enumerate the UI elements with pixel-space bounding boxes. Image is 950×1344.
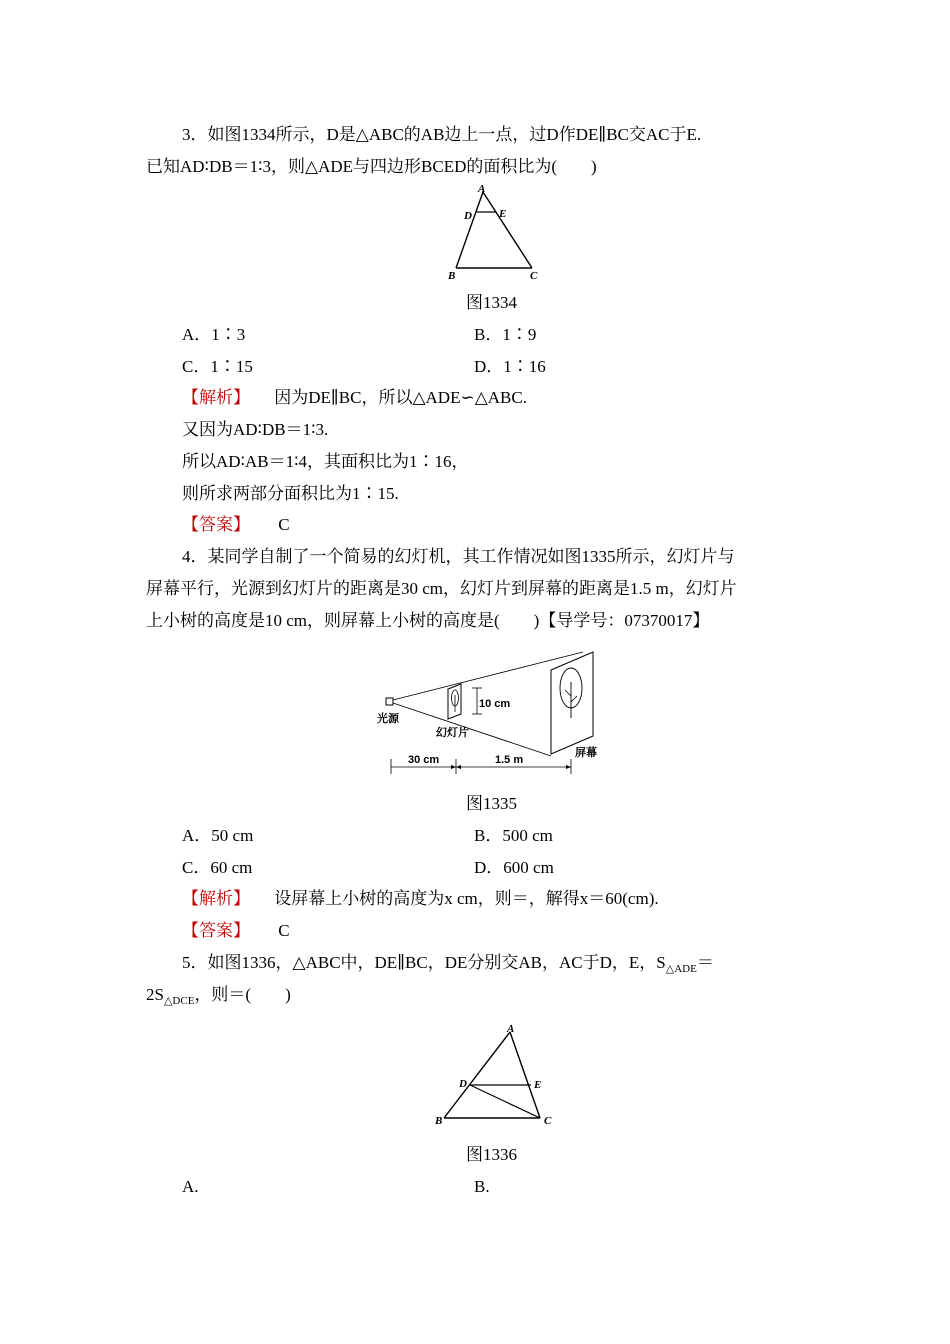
q3-option-b: B．1∶9 xyxy=(474,325,537,344)
q3-analysis-line-1: 因为DE∥BC，所以△ADE∽△ABC. xyxy=(274,388,527,407)
q3-analysis-row xyxy=(182,387,527,409)
q5-option-b: B. xyxy=(474,1177,490,1196)
fig1335-screen-label: 屏幕 xyxy=(575,747,597,759)
fig1336-label-e: E xyxy=(534,1079,542,1091)
q5-line-2-end: ，则＝( ) xyxy=(194,985,291,1004)
q3-analysis-line-4: 则所求两部分面积比为1∶15. xyxy=(182,484,399,503)
q3-answer: C xyxy=(278,515,290,534)
q5-line-2 xyxy=(146,984,291,1012)
q3-analysis-tag: 【解析】 xyxy=(182,388,250,407)
figure-1336-caption: 图1336 xyxy=(466,1145,517,1164)
q3-option-c: C．1∶15 xyxy=(182,357,253,376)
q5-line-1-text: 5．如图1336，△ABC中，DE∥BC，DE分别交AB，AC于D，E，S xyxy=(182,953,666,972)
q4-line-2: 屏幕平行，光源到幻灯片的距离是30 cm，幻灯片到屏幕的距离是1.5 m，幻灯片 xyxy=(146,579,737,598)
q3-option-d: D．1∶16 xyxy=(474,357,546,376)
q4-option-d: D．600 cm xyxy=(474,858,554,877)
fig1335-dist2-label: 1.5 m xyxy=(495,754,524,766)
q4-answer: C xyxy=(278,921,290,940)
q4-option-c: C．60 cm xyxy=(182,858,253,877)
figure-1334 xyxy=(440,182,550,284)
q4-answer-row xyxy=(182,920,290,942)
q3-analysis-line-3: 所以AD∶AB＝1∶4，其面积比为1∶16， xyxy=(182,452,469,471)
q5-line-1 xyxy=(182,952,714,980)
q3-line-2: 已知AD∶DB＝1∶3，则△ADE与四边形BCED的面积比为( ) xyxy=(146,157,597,176)
q5-line-1-subscript: △ADE xyxy=(665,963,697,975)
q4-analysis-tag: 【解析】 xyxy=(182,889,250,908)
fig1335-source-label: 光源 xyxy=(377,713,399,725)
q4-analysis-row xyxy=(182,888,659,910)
fig1336-label-c: C xyxy=(544,1115,552,1127)
q3-analysis-line-2: 又因为AD∶DB＝1∶3. xyxy=(182,420,329,439)
q3-answer-row xyxy=(182,514,290,536)
q5-line-1-end: ＝ xyxy=(696,953,714,972)
fig1336-label-a: A xyxy=(507,1023,515,1035)
fig1336-label-d: D xyxy=(459,1078,467,1090)
q3-option-a: A．1∶3 xyxy=(182,325,246,344)
q4-option-a: A．50 cm xyxy=(182,826,254,845)
q5-line-2-text: 2S xyxy=(146,985,164,1004)
q4-option-b: B．500 cm xyxy=(474,826,553,845)
q3-answer-tag: 【答案】 xyxy=(182,515,250,534)
fig1334-label-b: B xyxy=(448,270,456,282)
figure-1336 xyxy=(430,1020,560,1132)
fig1334-label-c: C xyxy=(530,270,538,282)
figure-1334-caption: 图1334 xyxy=(466,293,517,312)
fig1334-label-d: D xyxy=(464,210,472,222)
q5-line-2-subscript: △DCE xyxy=(163,995,195,1007)
q4-line-1: 4．某同学自制了一个简易的幻灯机，其工作情况如图1335所示，幻灯片与 xyxy=(182,547,735,566)
fig1335-dist1-label: 30 cm xyxy=(408,754,440,766)
q5-option-a: A. xyxy=(182,1177,199,1196)
fig1335-slide-label: 幻灯片 xyxy=(436,727,469,739)
fig1335-height-label: 10 cm xyxy=(479,698,511,710)
fig1336-label-b: B xyxy=(435,1115,443,1127)
fig1334-label-a: A xyxy=(478,183,486,195)
q4-answer-tag: 【答案】 xyxy=(182,921,250,940)
q4-line-3: 上小树的高度是10 cm，则屏幕上小树的高度是( )【导学号：07370017】 xyxy=(146,611,710,630)
figure-1335 xyxy=(375,646,615,778)
fig1334-label-e: E xyxy=(499,208,507,220)
q4-analysis: 设屏幕上小树的高度为x cm，则＝，解得x＝60(cm). xyxy=(274,889,659,908)
q3-line-1: 3．如图1334所示，D是△ABC的AB边上一点，过D作DE∥BC交AC于E. xyxy=(182,125,702,144)
figure-1335-caption: 图1335 xyxy=(466,794,517,813)
